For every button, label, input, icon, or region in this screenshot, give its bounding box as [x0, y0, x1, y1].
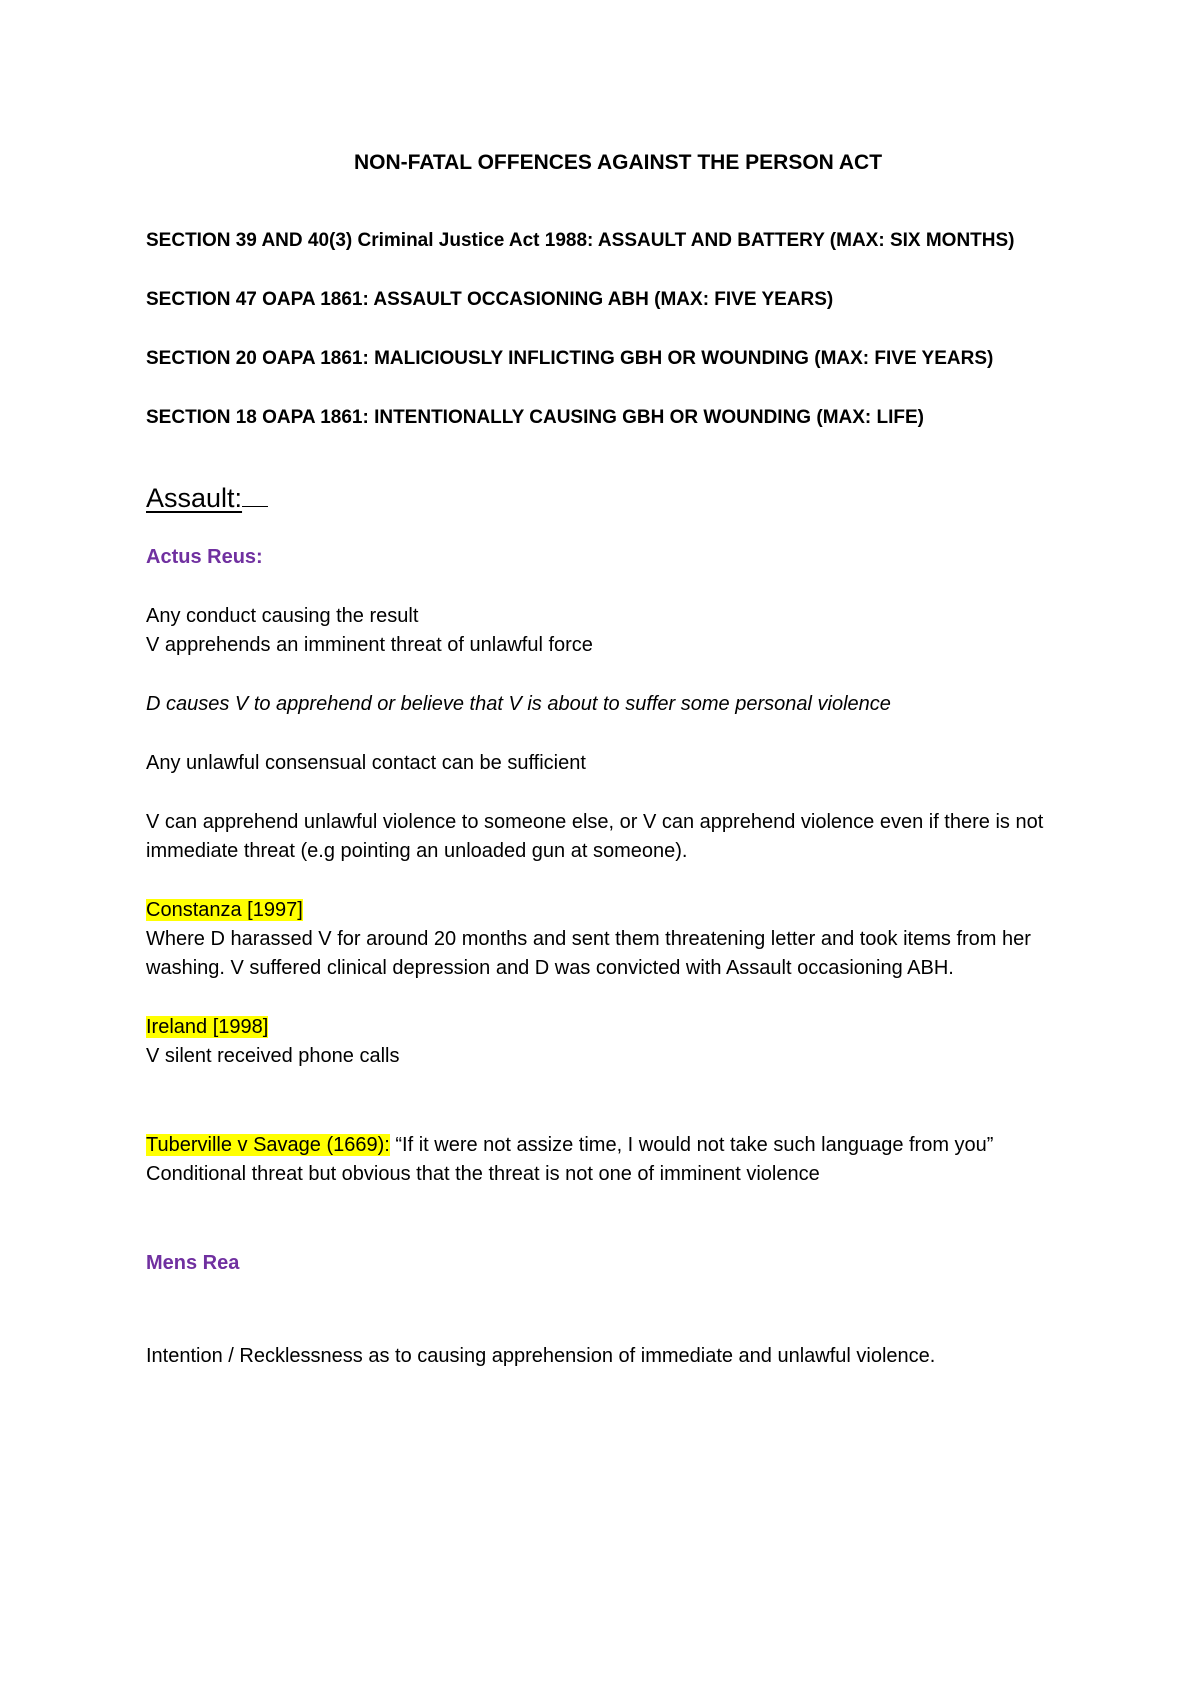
assault-heading-underline [242, 480, 268, 507]
consensual-contact-note: Any unlawful consensual contact can be sufficient [146, 752, 586, 774]
assault-heading-text: Assault: [146, 483, 243, 513]
case-constanza [146, 896, 1076, 983]
case-tuberville [146, 1131, 1076, 1189]
actus-reus-line-1: Any conduct causing the result [146, 605, 419, 627]
apprehend-someone-else-note: V can apprehend unlawful violence to someone else, or V can apprehend violence even if there is not immediate threat (e.g pointing an unloaded gun at someone). [146, 811, 1044, 862]
section-20-line: SECTION 20 OAPA 1861: MALICIOUSLY INFLICTING GBH OR WOUNDING (MAX: FIVE YEARS) [146, 348, 994, 369]
case-name-highlight: Constanza [1997] [146, 899, 303, 921]
section-39-40-line: SECTION 39 AND 40(3) Criminal Justice Act 1988: ASSAULT AND BATTERY (MAX: SIX MONTHS) [146, 230, 1015, 251]
assault-heading [146, 480, 1076, 515]
case-name-highlight: Ireland [1998] [146, 1016, 269, 1038]
section-18-line: SECTION 18 OAPA 1861: INTENTIONALLY CAUSING GBH OR WOUNDING (MAX: LIFE) [146, 407, 925, 428]
section-47-line: SECTION 47 OAPA 1861: ASSAULT OCCASIONING ABH (MAX: FIVE YEARS) [146, 289, 834, 310]
document-body [146, 148, 1076, 1401]
actus-reus-heading: Actus Reus: [146, 546, 263, 568]
case-summary: V silent received phone calls [146, 1045, 400, 1067]
tuberville-quote: “If it were not assize time, I would not take such language from you” [395, 1134, 994, 1156]
case-ireland [146, 1013, 1076, 1071]
document-title: NON-FATAL OFFENCES AGAINST THE PERSON ACT [353, 151, 883, 174]
mens-rea-heading: Mens Rea [146, 1252, 240, 1274]
actus-reus-lines [146, 602, 1076, 660]
mens-rea-text: Intention / Recklessness as to causing apprehension of immediate and unlawful violence. [146, 1345, 936, 1367]
case-summary: Where D harassed V for around 20 months and sent them threatening letter and took items from her washing. V suffered clinical depression and D was convicted with Assault occasioning ABH. [146, 928, 1031, 979]
actus-reus-line-2: V apprehends an imminent threat of unlawful force [146, 634, 593, 656]
assault-definition: D causes V to apprehend or believe that V is about to suffer some personal violence [146, 693, 891, 715]
case-name-highlight: Tuberville v Savage (1669): [146, 1134, 390, 1156]
tuberville-explanation: Conditional threat but obvious that the threat is not one of imminent violence [146, 1163, 820, 1185]
